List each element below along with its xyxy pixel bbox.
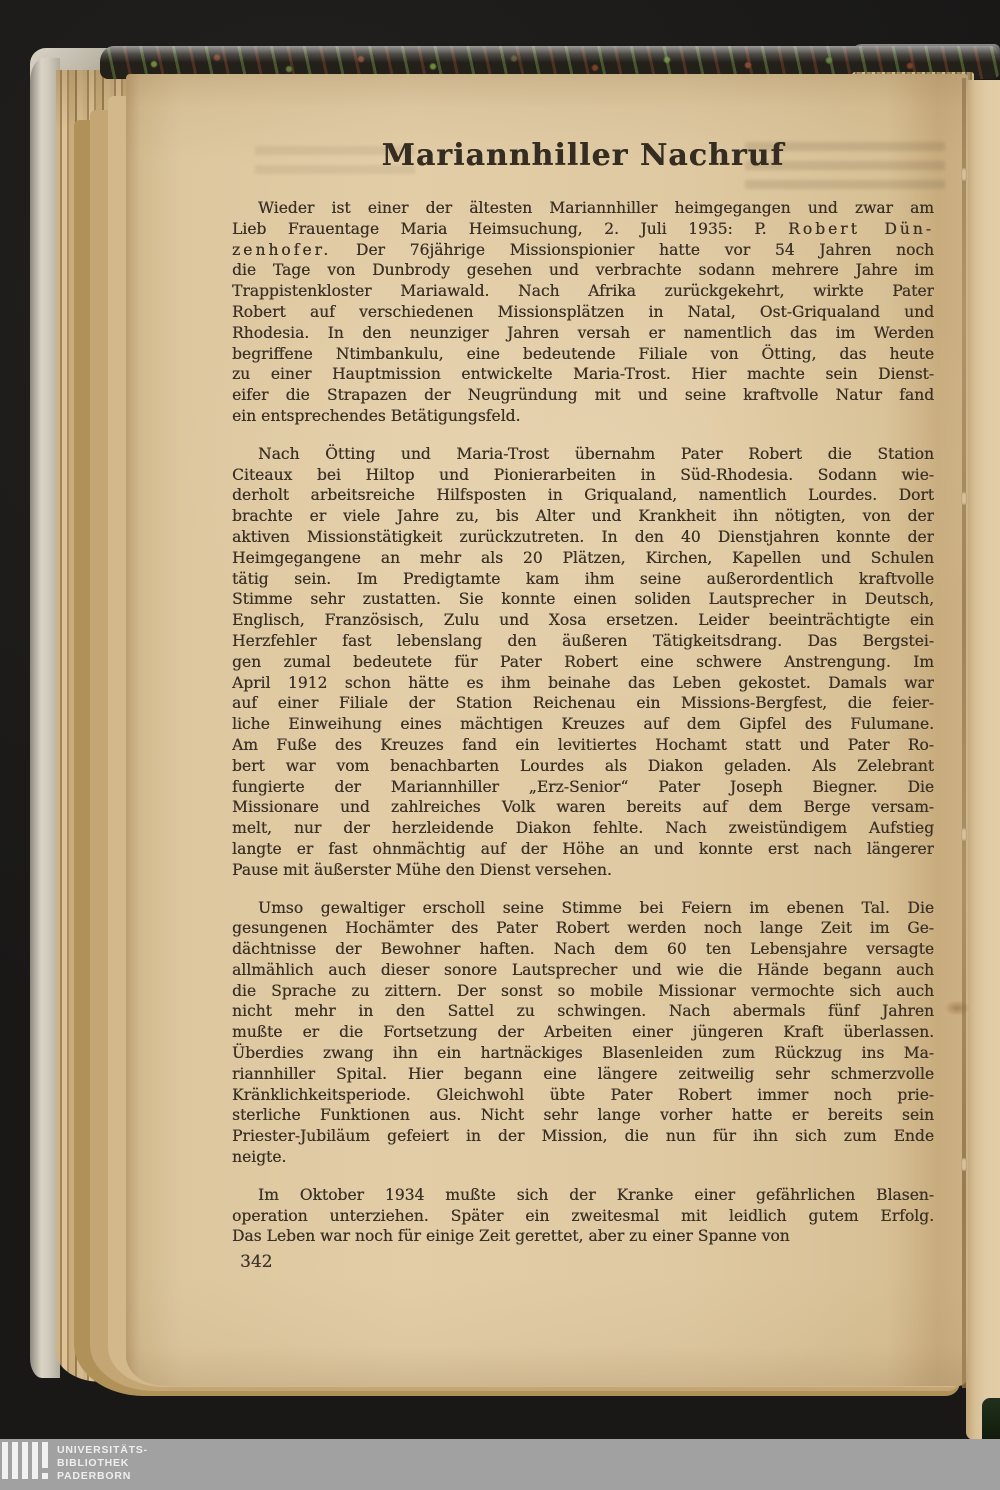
text-line: aktiven Missionstätigkeit zurückzutreten. In den 40 Dienstjahren konnte der <box>232 527 934 546</box>
text-line: dächtnisse der Bewohner haften. Nach dem 60 ten Lebensjahre versagte <box>232 940 934 959</box>
text-line: neigte. <box>232 1148 287 1167</box>
text-line: Herzfehler fast lebenslang den äußeren Tätigkeitsdrang. Das Bergstei- <box>232 631 934 650</box>
text-line: Am Fuße des Kreuzes fand ein levitiertes Hochamt statt und Pater Ro- <box>232 735 934 754</box>
logo-bar <box>32 1442 38 1479</box>
text-line: sterliche Funktionen aus. Nicht sehr lange vorher hatte er bereits sein <box>232 1106 934 1125</box>
gutter-fold-line <box>962 78 966 1388</box>
text-line: die Tage von Dunbrody gesehen und verbrachte sodann mehrere Jahre im <box>232 261 934 280</box>
text-line: Heimgegangene an mehr als 20 Plätzen, Kirchen, Kapellen und Schulen <box>232 548 934 567</box>
text-line: die Sprache zu zittern. Der sonst so mobile Missionar vermochte sich auch <box>232 981 934 1000</box>
library-name <box>57 1444 148 1483</box>
text-line: auf einer Filiale der Station Reichenau ein Missions-Bergfest, die feier- <box>232 694 934 713</box>
text-line: liche Einweihung eines mächtigen Kreuzes auf dem Gipfel des Fulumane. <box>232 715 934 734</box>
text-line: Robert auf verschiedenen Missionsplätzen in Natal, Ost-Griqualand und <box>232 302 934 321</box>
text-line <box>232 240 934 261</box>
text-line: Priester-Jubiläum gefeiert in der Mission, die nun für ihn sich zum Ende <box>232 1127 934 1146</box>
text-line: April 1912 schon hätte es ihm beinahe das Leben gekostet. Damals war <box>232 673 934 692</box>
text-line: Wieder ist einer der ältesten Mariannhiller heimgegangen und zwar am <box>258 199 934 217</box>
text-line: Kränklichkeitsperiode. Gleichwohl übte Pater Robert immer noch prie- <box>232 1085 934 1104</box>
text-line: derholt arbeitsreiche Hilfsposten in Griqualand, namentlich Lourdes. Dort <box>232 486 934 505</box>
binding-stitch <box>961 168 967 181</box>
text-line: gen zumal bedeutete für Pater Robert eine schwere Anstrengung. Im <box>232 652 934 671</box>
text-line: fungierte der Mariannhiller „Erz-Senior“ Pater Joseph Biegner. Die <box>232 777 934 796</box>
text-line: mußte er die Fortsetzung der Arbeiten einer jüngeren Kraft überlassen. <box>232 1023 934 1042</box>
page-text <box>232 138 934 1247</box>
paper-stain <box>944 1000 970 1016</box>
text-line: Das Leben war noch für einige Zeit gerettet, aber zu einer Spanne von <box>232 1227 790 1246</box>
text-line: Missionare und zahlreiches Volk waren bereits auf dem Berge versam- <box>232 798 934 817</box>
text-line: nicht mehr in den Sattel zu schwingen. Nach abermals fünf Jahren <box>232 1002 934 1021</box>
binding-stitch <box>961 828 967 841</box>
binding-stitch <box>961 492 967 505</box>
text-line <box>232 219 934 240</box>
letterspaced-name: zenhofer. <box>232 240 332 259</box>
logo-exclamation-bar <box>42 1442 48 1468</box>
library-name-line: PADERBORN <box>57 1470 132 1482</box>
page-title: Mariannhiller Nachruf <box>381 138 785 173</box>
text-segment: Der 76jährige Missionspionier hatte vor 54 Jahren noch <box>331 240 934 259</box>
text-segment: Lieb Frauentage Maria Heimsuchung, 2. Juli 1935: P. <box>232 219 789 238</box>
library-watermark-band <box>0 1439 1000 1490</box>
text-line: langte er fast ohnmächtig auf der Höhe an und konnte erst nach längerer <box>232 839 934 858</box>
paragraph <box>232 898 934 1168</box>
text-line: zu einer Hauptmission entwickelte Maria-Trost. Hier machte sein Dienst- <box>232 365 934 384</box>
text-line: begriffene Ntimbankulu, eine bedeutende Filiale von Ötting, das heute <box>232 344 934 363</box>
text-line: Nach Ötting und Maria-Trost übernahm Pater Robert die Station <box>258 444 934 463</box>
text-line: brachte er viele Jahre zu, bis Alter und Krankheit ihn nötigten, von der <box>232 507 934 526</box>
text-line: eifer die Strapazen der Neugründung mit und seine kraftvolle Natur fand <box>232 386 934 405</box>
text-line: Im Oktober 1934 mußte sich der Kranke einer gefährlichen Blasen- <box>258 1185 934 1204</box>
text-line: ein entsprechendes Betätigungsfeld. <box>232 406 521 425</box>
facing-page-sliver <box>966 80 1000 1440</box>
text-line: Citeaux bei Hiltop und Pionierarbeiten in Süd-Rhodesia. Sodann wie- <box>232 465 934 484</box>
library-name-line: BIBLIOTHEK <box>57 1457 130 1469</box>
text-line: Trappistenkloster Mariawald. Nach Afrika zurückgekehrt, wirkte Pater <box>232 282 934 301</box>
text-line: riannhiller Spital. Hier begann eine längere zeitweilig sehr schmerzvolle <box>232 1064 934 1083</box>
paragraph <box>232 198 934 427</box>
text-line: Stimme sehr zustatten. Sie konnte einen soliden Lautsprecher in Deutsch, <box>232 590 934 609</box>
logo-bar <box>22 1442 28 1479</box>
text-line: bert war vom benachbarten Lourdes als Diakon geladen. Als Zelebrant <box>232 756 934 775</box>
text-line: gesungenen Hochämter des Pater Robert werden noch lange Zeit im Ge- <box>232 919 934 938</box>
logo-bar <box>12 1442 18 1479</box>
text-line: tätig sein. Im Predigtamte kam ihm seine außerordentlich kraftvolle <box>232 569 934 588</box>
letterspaced-name: Robert Dün- <box>788 219 934 238</box>
text-line: Rhodesia. In den neunziger Jahren versah er namentlich das im Werden <box>232 323 934 342</box>
text-line: Umso gewaltiger erscholl seine Stimme bei Feiern im ebenen Tal. Die <box>258 898 934 917</box>
text-line: operation unterziehen. Später ein zweitesmal mit leidlich gutem Erfolg. <box>232 1206 934 1225</box>
paragraphs <box>232 198 934 1247</box>
library-name-line: UNIVERSITÄTS- <box>57 1444 148 1456</box>
text-line: allmählich auch dieser sonore Lautsprecher und wie die Hände begann auch <box>232 960 934 979</box>
binding-stitch <box>961 1158 967 1171</box>
text-line: melt, nur der herzleidende Diakon fehlte. Nach zweistündigem Aufstieg <box>232 819 934 838</box>
text-line: Englisch, Französisch, Zulu und Xosa ersetzen. Leider beeinträchtigte ein <box>232 611 934 630</box>
text-line: Pause mit äußerster Mühe den Dienst versehen. <box>232 860 612 879</box>
text-line: Überdies zwang ihn ein hartnäckiges Blasenleiden zum Rückzug ins Ma- <box>232 1044 934 1063</box>
paragraph <box>232 1185 934 1247</box>
logo-exclamation-dot <box>42 1473 48 1479</box>
paragraph <box>232 444 934 881</box>
page-number: 342 <box>240 1252 273 1272</box>
logo-bar <box>2 1442 8 1479</box>
